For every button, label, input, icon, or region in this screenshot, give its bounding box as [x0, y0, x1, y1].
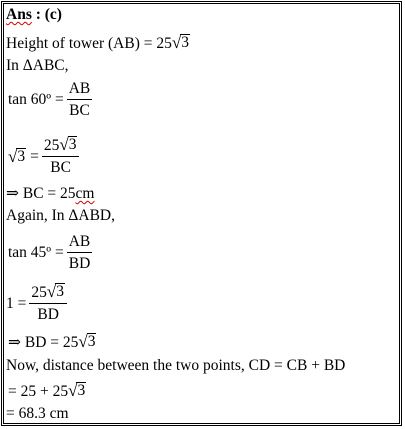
fraction-numerator: [42, 136, 80, 157]
radicand: 3: [181, 34, 189, 51]
cd-sum-text: = 25 + 25: [8, 383, 69, 400]
equation-one: [6, 283, 70, 324]
fraction: [42, 136, 80, 177]
final-result: = 68.3 cm: [6, 405, 69, 422]
sqrt-expression: [47, 283, 65, 300]
coefficient: 25: [31, 284, 47, 301]
fraction-denominator: BC: [69, 102, 90, 119]
cd-sum-line: [8, 382, 86, 401]
sqrt-symbol: √: [68, 381, 78, 400]
radicand: 3: [68, 136, 77, 153]
fraction: [67, 80, 93, 120]
coefficient: 25: [43, 137, 60, 154]
bd-result-line: [8, 333, 96, 352]
distance-statement: Now, distance between the two points, CD = CB + BD: [6, 357, 346, 374]
fraction-denominator: BD: [37, 306, 59, 323]
equation-tan60: [8, 80, 95, 120]
bd-result-text: ⇒ BD = 25: [8, 334, 79, 351]
radicand: 3: [56, 283, 64, 300]
tower-height-text: Height of tower (AB) = 25: [6, 35, 172, 52]
sqrt-expression: [68, 382, 86, 399]
sqrt-expression: [8, 148, 26, 165]
fraction-numerator: AB: [67, 80, 93, 100]
fraction: [29, 283, 67, 324]
tower-height-line: [6, 34, 190, 53]
sqrt-symbol: √: [46, 282, 57, 301]
bc-result-line: [6, 185, 94, 203]
answer-heading: [6, 6, 62, 24]
equation-root3: [8, 136, 82, 177]
again-in-triangle-abd: Again, In ΔABD,: [6, 207, 115, 224]
sqrt-expression: [59, 136, 77, 153]
equals-sign: =: [30, 147, 39, 165]
answer-label: Ans: [6, 6, 32, 23]
answer-choice: : (c): [35, 6, 62, 23]
equation-tan45: [8, 233, 95, 273]
bc-unit: cm: [75, 185, 95, 202]
in-triangle-abc: In ΔABC,: [6, 57, 69, 74]
bc-result-text: ⇒ BC = 25: [6, 185, 76, 202]
radicand: 3: [17, 148, 26, 165]
sqrt-symbol: √: [171, 33, 182, 52]
equation-lhs: 1 =: [6, 294, 27, 312]
equation-lhs: tan 45º =: [8, 244, 64, 261]
sqrt-symbol: √: [78, 332, 88, 351]
sqrt-symbol: √: [8, 147, 18, 166]
sqrt-expression: [172, 34, 190, 51]
sqrt-expression: [78, 333, 96, 350]
fraction-denominator: BC: [50, 159, 71, 176]
fraction: [67, 233, 93, 273]
radicand: 3: [77, 382, 86, 399]
fraction-numerator: [29, 283, 67, 304]
equation-lhs: tan 60º =: [8, 91, 64, 108]
radicand: 3: [87, 333, 96, 350]
sqrt-symbol: √: [59, 135, 69, 154]
fraction-numerator: AB: [67, 233, 93, 253]
fraction-denominator: BD: [68, 255, 91, 272]
